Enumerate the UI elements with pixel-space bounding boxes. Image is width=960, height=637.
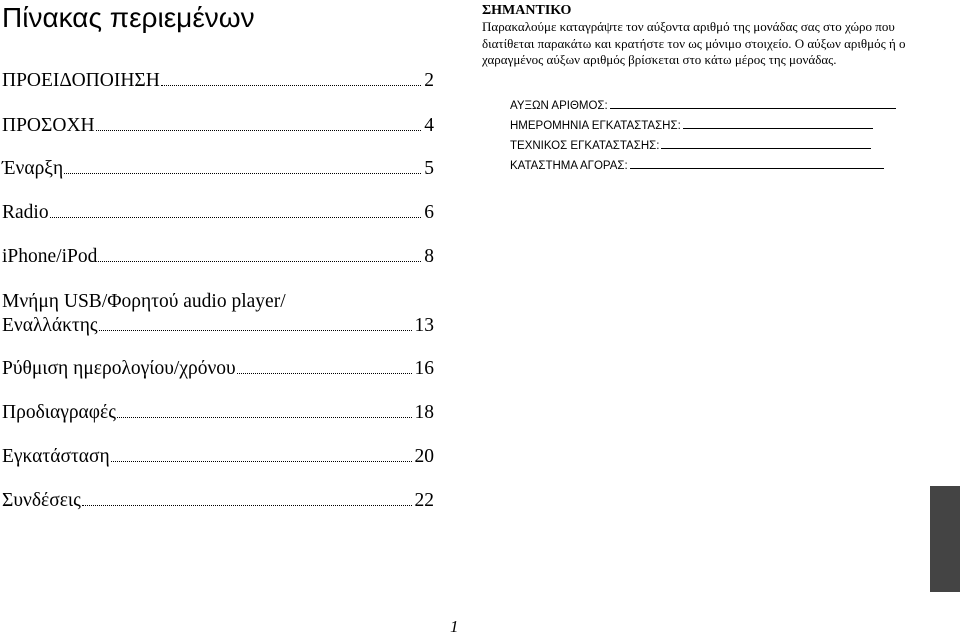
field-label: ΚΑΤΑΣΤΗΜΑ ΑΓΟΡΑΣ:: [510, 160, 628, 172]
serial-number-field[interactable]: [510, 97, 896, 112]
toc-entry-page: 18: [414, 402, 434, 423]
toc-entry-label-line1: Μνήμη USB/Φορητού audio player/: [2, 291, 286, 312]
toc-entry-label: Προδιαγραφές: [2, 402, 116, 423]
toc-entry: [2, 69, 434, 93]
toc-leader-dots: [237, 357, 412, 374]
toc-entry: [2, 201, 434, 225]
important-notice: [482, 2, 922, 69]
toc-leader-dots: [64, 157, 421, 174]
field-label: ΗΜΕΡΟΜΗΝΙΑ ΕΓΚΑΤΑΣΤΑΣΗΣ:: [510, 120, 681, 132]
toc-entry-page: 4: [424, 115, 434, 136]
toc-entry-label: Συνδέσεις: [2, 490, 81, 511]
toc-entry-label: Radio: [2, 202, 49, 223]
toc-entry-label: iPhone/iPod: [2, 246, 98, 267]
toc-entry-label: Ρύθμιση ημερολογίου/χρόνου: [2, 358, 236, 379]
field-blank-line: [683, 117, 873, 129]
notice-body: Παρακαλούμε καταγράψτε τον αύξοντα αριθμό της μονάδας σας στο χώρο που διατίθεται παρακάτω και κρατήστε τον ως μόνιμο στοιχείο. Ο αύξων αριθμός ή ο χαραγμένος αύξων αριθμός βρίσκεται στο κάτω μέρος της μονάδας.: [482, 19, 906, 67]
toc-entry-page: 6: [424, 202, 434, 223]
installer-field[interactable]: [510, 137, 871, 152]
toc-entry-label: Εγκατάσταση: [2, 446, 110, 467]
toc-entry: [2, 114, 434, 138]
toc-entry: [2, 357, 434, 381]
field-blank-line: [661, 137, 871, 149]
toc-leader-dots: [99, 314, 412, 331]
toc-leader-dots: [117, 401, 412, 418]
toc-entry-page: 20: [414, 446, 434, 467]
page-number: 1: [450, 617, 459, 636]
toc-entry: [2, 445, 434, 469]
field-label: ΤΕΧΝΙΚΟΣ ΕΓΚΑΤΑΣΤΑΣΗΣ:: [510, 140, 660, 152]
toc-entry: [2, 245, 434, 269]
toc-leader-dots: [96, 114, 422, 131]
toc-entry-page: 13: [414, 315, 434, 336]
toc-entry-page: 8: [424, 246, 434, 267]
field-label: ΑΥΞΩΝ ΑΡΙΘΜΟΣ:: [510, 100, 608, 112]
toc-entry-label: Εναλλάκτης: [2, 315, 98, 336]
toc-leader-dots: [98, 245, 421, 262]
notice-heading: ΣΗΜΑΝΤΙΚΟ: [482, 3, 572, 18]
toc-leader-dots: [50, 201, 422, 218]
toc-entry: [2, 401, 434, 425]
toc-entry-page: 16: [414, 358, 434, 379]
toc-entry-page: 5: [424, 158, 434, 179]
toc-entry: [2, 489, 434, 513]
toc-entry-page: 22: [414, 490, 434, 511]
section-tab-marker: [930, 486, 960, 592]
toc-leader-dots: [161, 69, 421, 86]
toc-entry-label: Έναρξη: [2, 158, 64, 179]
toc-entry-label: ΠΡΟΣΟΧΗ: [2, 115, 95, 136]
place-of-purchase-field[interactable]: [510, 157, 884, 172]
page-title: Πίνακας περιεμένων: [2, 2, 255, 33]
field-blank-line: [610, 97, 896, 109]
toc-leader-dots: [82, 489, 412, 506]
toc-entry-label: ΠΡΟΕΙΔΟΠΟΙΗΣΗ: [2, 70, 160, 91]
toc-leader-dots: [111, 445, 412, 462]
install-date-field[interactable]: [510, 117, 873, 132]
field-blank-line: [630, 157, 884, 169]
toc-entry: [2, 290, 434, 338]
toc-entry-page: 2: [424, 70, 434, 91]
toc-entry: [2, 157, 434, 181]
